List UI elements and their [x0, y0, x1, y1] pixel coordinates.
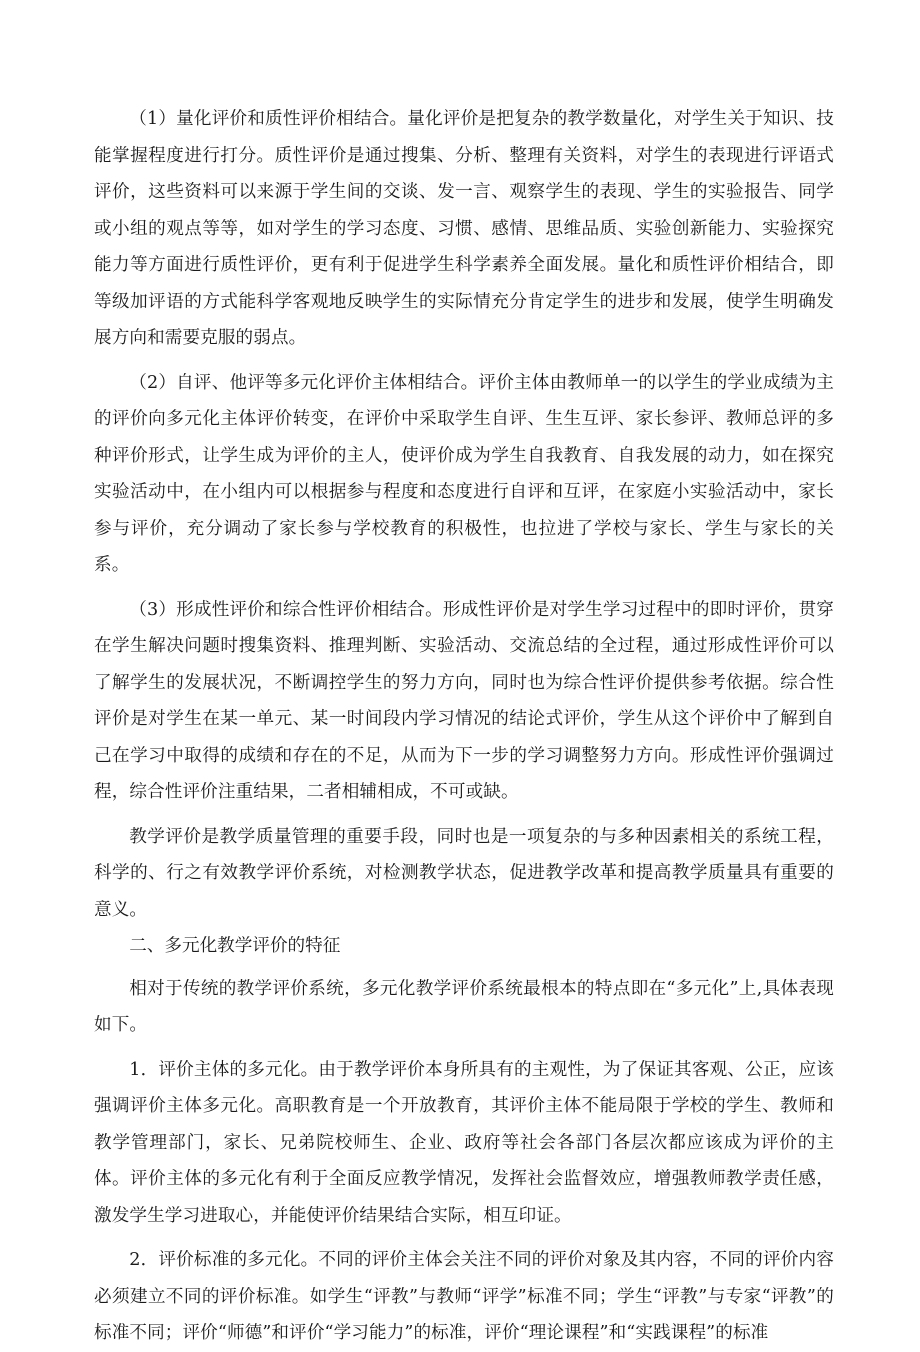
- paragraph-subject-diversity: 1．评价主体的多元化。由于教学评价本身所具有的主观性，为了保证其客观、公正，应该强调评价主体多元化。高职教育是一个开放教育，其评价主体不能局限于学校的学生、教师和教学管理部门，家长、兄弟院校师生、企业、政府等社会各部门各层次都应该成为评价的主体。评价主体的多元化有利于全面反应教学情况，发挥社会监督效应，增强教师教学责任感，激发学生学习进取心，并能使评价结果结合实际，相互印证。: [94, 1059, 834, 1226]
- section-heading: 二、多元化教学评价的特征: [129, 936, 341, 956]
- paragraph-evaluation-importance: 教学评价是教学质量管理的重要手段，同时也是一项复杂的与多种因素相关的系统工程，科学的、行之有效教学评价系统，对检测教学状态，促进教学改革和提高教学质量具有重要的意义。: [94, 826, 834, 920]
- paragraph-formative-comprehensive: （3）形成性评价和综合性评价相结合。形成性评价是对学生学习过程中的即时评价，贯穿在学生解决问题时搜集资料、推理判断、实验活动、交流总结的全过程，通过形成性评价可以了解学生的发展状况，不断调控学生的努力方向，同时也为综合性评价提供参考依据。综合性评价是对学生在某一单元、某一时间段内学习情况的结论式评价，学生从这个评价中了解到自己在学习中取得的成绩和存在的不足，从而为下一步的学习调整努力方向。形成性评价强调过程，综合性评价注重结果，二者相辅相成，不可或缺。: [94, 599, 834, 802]
- document-body: [94, 101, 834, 1352]
- paragraph-intro-features: 相对于传统的教学评价系统，多元化教学评价系统最根本的特点即在“多元化”上,具体表现如下。: [94, 978, 834, 1035]
- paragraph-multi-subject-evaluation: （2）自评、他评等多元化评价主体相结合。评价主体由教师单一的以学生的学业成绩为主的评价向多元化主体评价转变，在评价中采取学生自评、生生互评、家长参评、教师总评的多种评价形式，让学生成为评价的主人，使评价成为学生自我教育、自我发展的动力，如在探究实验活动中，在小组内可以根据参与程度和态度进行自评和互评，在家庭小实验活动中，家长参与评价，充分调动了家长参与学校教育的积极性，也拉进了学校与家长、学生与家长的关系。: [94, 372, 834, 575]
- paragraph-standard-diversity: 2．评价标准的多元化。不同的评价主体会关注不同的评价对象及其内容，不同的评价内容必须建立不同的评价标准。如学生“评教”与教师“评学”标准不同；学生“评教”与专家“评教”的标准不同；评价“师德”和评价“学习能力”的标准，评价“理论课程”和“实践课程”的标准: [94, 1250, 834, 1343]
- paragraph-quantitative-qualitative: （1）量化评价和质性评价相结合。量化评价是把复杂的教学数量化，对学生关于知识、技能掌握程度进行打分。质性评价是通过搜集、分析、整理有关资料，对学生的表现进行评语式评价，这些资料可以来源于学生间的交谈、发一言、观察学生的表现、学生的实验报告、同学或小组的观点等等，如对学生的学习态度、习惯、感情、思维品质、实验创新能力、实验探究能力等方面进行质性评价，更有利于促进学生科学素养全面发展。量化和质性评价相结合，即等级加评语的方式能科学客观地反映学生的实际情充分肯定学生的进步和发展，使学生明确发展方向和需要克服的弱点。: [94, 109, 834, 348]
